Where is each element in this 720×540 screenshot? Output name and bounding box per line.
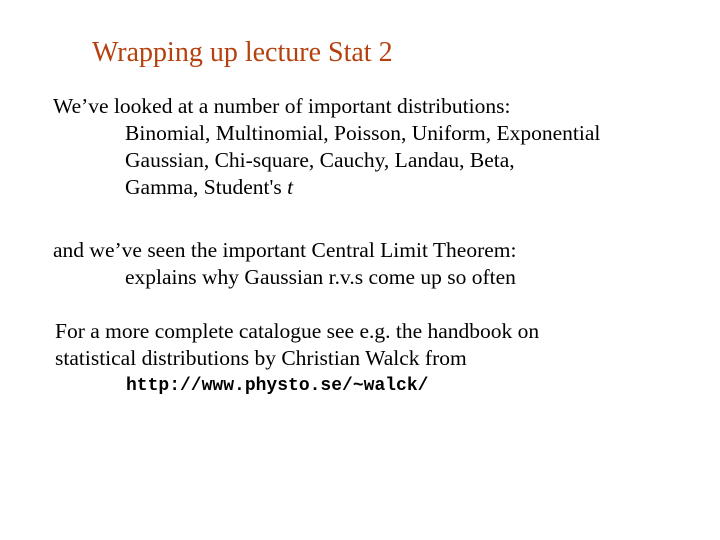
distributions-line-3 [53,174,600,201]
distributions-line-3-text: Gamma, Student's [125,175,288,199]
slide-title: Wrapping up lecture Stat 2 [92,37,393,68]
walck-url-link[interactable]: http://www.physto.se/~walck/ [126,376,429,396]
distributions-lead: We’ve looked at a number of important distributions: [53,94,511,118]
distributions-line-2: Gaussian, Chi-square, Cauchy, Landau, Beta, [125,148,515,172]
catalogue-line-2: statistical distributions by Christian Walck from [55,346,467,370]
distributions-line-1: Binomial, Multinomial, Poisson, Uniform, Exponential [125,121,601,145]
catalogue-block [55,318,539,398]
clt-line-1: explains why Gaussian r.v.s come up so often [125,265,516,289]
student-t-symbol: t [287,175,294,199]
catalogue-line-1: For a more complete catalogue see e.g. the handbook on [55,319,540,343]
clt-block [53,237,517,291]
clt-lead: and we’ve seen the important Central Limit Theorem: [53,238,517,262]
distributions-block [53,93,600,201]
